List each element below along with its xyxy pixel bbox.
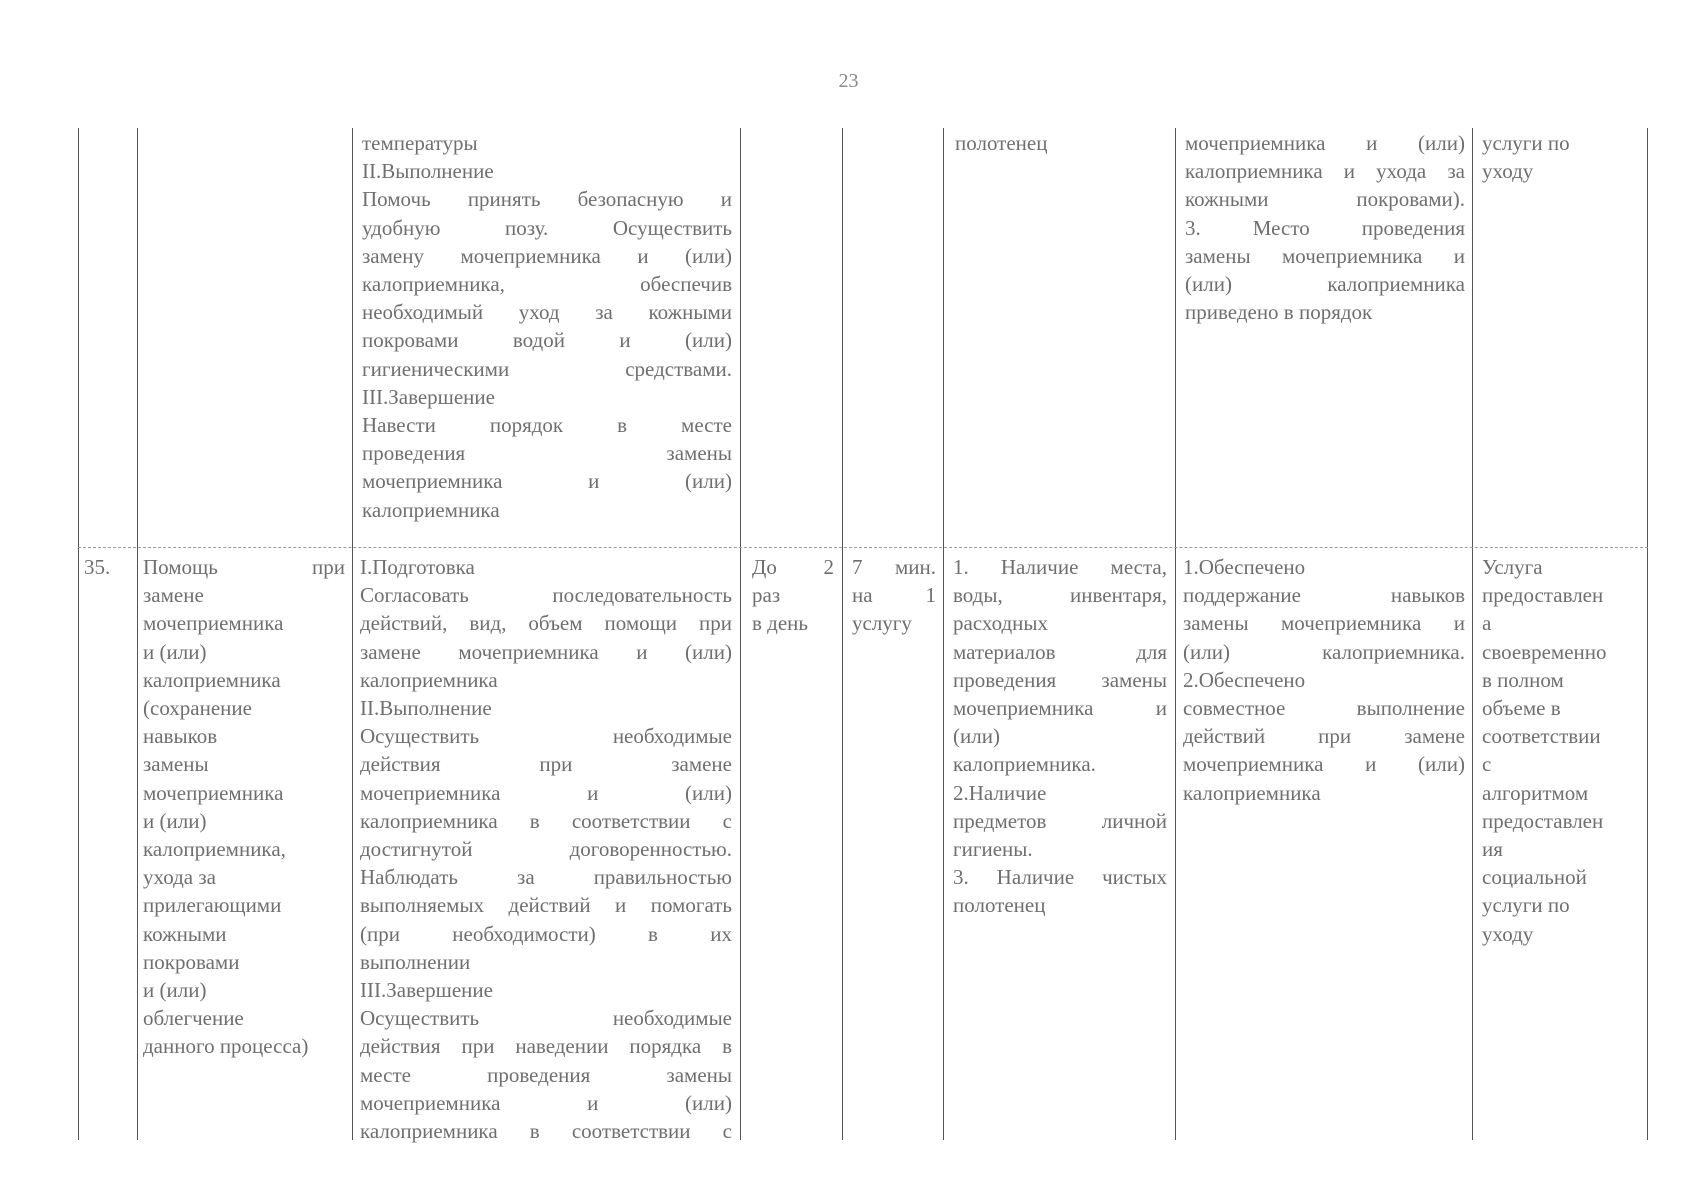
text-line: в день (752, 611, 808, 636)
text-line: калоприемника (360, 667, 498, 692)
text-line: с (1482, 752, 1492, 777)
text-line: и (или) (143, 639, 207, 664)
table-column-divider (1175, 128, 1176, 1140)
text-line: III.Завершение (360, 978, 493, 1003)
text-line: покровами водой и (или) (362, 328, 732, 353)
text-line: калоприемника (143, 667, 281, 692)
text-line: температуры (362, 131, 478, 155)
table-column-divider (842, 128, 843, 1140)
text-line: замены (143, 752, 209, 777)
text-line: мочеприемника (143, 611, 284, 636)
text-line: в полном (1482, 667, 1564, 692)
text-line: услугу (852, 611, 912, 636)
service-description-cell (360, 553, 732, 1145)
text-line: выполняемых действий и помогать (360, 893, 732, 918)
text-line: поддержание навыков (1183, 583, 1465, 608)
text-line: 7 мин. (852, 555, 936, 579)
text-line: достигнутой договоренностью. (360, 837, 732, 862)
text-line: кожными (143, 921, 227, 946)
text-line: калоприемника (1183, 780, 1321, 805)
text-line: Помощь при (143, 555, 345, 579)
text-line: 2.Обеспечено (1183, 667, 1306, 692)
text-line: Услуга (1482, 555, 1543, 579)
text-line: услуги по (1482, 131, 1570, 155)
text-line: совместное выполнение (1183, 696, 1465, 721)
text-line: замене мочеприемника и (или) (360, 639, 732, 664)
text-line: мочеприемника и (или) (360, 1090, 732, 1115)
text-line: месте проведения замены (360, 1062, 732, 1087)
table-column-divider (943, 128, 944, 1140)
text-line: замене (143, 583, 204, 608)
text-line: предоставлен (1482, 808, 1604, 833)
text-line: и (или) (143, 978, 207, 1003)
results-cell (1185, 129, 1465, 326)
text-line: замены мочеприемника и (1185, 243, 1465, 268)
text-line: объеме в (1482, 696, 1561, 721)
text-line: Помочь принять безопасную и (362, 187, 732, 212)
text-line: замену мочеприемника и (или) (362, 243, 732, 268)
table-border-right (1647, 128, 1648, 1140)
text-line: расходных (953, 611, 1048, 636)
service-description-cell (362, 129, 732, 524)
text-line: выполнении (360, 949, 471, 974)
text-line: (или) (953, 724, 1000, 749)
text-line: (или) калоприемника. (1183, 639, 1465, 664)
text-line: До 2 (752, 555, 834, 579)
text-line: (при необходимости) в их (360, 921, 732, 946)
text-line: полотенец (953, 893, 1046, 918)
text-line: Наблюдать за правильностью (360, 865, 732, 890)
text-line: мочеприемника и (или) (1185, 131, 1465, 155)
text-line: соответствии (1482, 724, 1601, 749)
text-line: 1. Наличие места, (953, 555, 1167, 579)
text-line: проведения замены (953, 667, 1167, 692)
text-line: раз (752, 583, 781, 608)
text-line: предоставлен (1482, 583, 1604, 608)
text-line: 3. Наличие чистых (953, 865, 1167, 890)
text-line: калоприемника, обеспечив (362, 272, 732, 297)
text-line: навыков (143, 724, 218, 749)
service-name-cell (143, 553, 345, 1061)
time-norm-cell (852, 553, 936, 638)
frequency-cell (752, 553, 834, 638)
text-line: удобную позу. Осуществить (362, 215, 732, 240)
text-line: действий при замене (1183, 724, 1465, 749)
text-line: калоприемника в соответствии с (360, 808, 732, 833)
text-line: материалов для (953, 639, 1167, 664)
text-line: калоприемника и ухода за (1185, 159, 1465, 184)
text-line: замены мочеприемника и (1183, 611, 1465, 636)
text-line: Навести порядок в месте (362, 413, 732, 438)
text-line: облегчение (143, 1006, 244, 1031)
text-line: на 1 (852, 583, 936, 608)
table-column-divider (740, 128, 741, 1140)
text-line: покровами (143, 949, 240, 974)
text-line: гигиеническими средствами. (362, 356, 732, 381)
conditions-cell (953, 553, 1167, 920)
text-line: гигиены. (953, 837, 1033, 862)
text-line: действия при замене (360, 752, 732, 777)
text-line: и (или) (143, 808, 207, 833)
text-line: II.Выполнение (360, 696, 492, 721)
text-line: Согласовать последовательность (360, 583, 732, 608)
text-line: 2.Наличие (953, 780, 1047, 805)
text-line: социальной (1482, 865, 1587, 890)
text-line: уходу (1482, 159, 1534, 184)
text-line: действий, вид, объем помощи при (360, 611, 732, 636)
text-line: 1.Обеспечено (1183, 555, 1306, 579)
table-column-divider (1472, 128, 1473, 1140)
text-line: мочеприемника и (или) (1183, 752, 1465, 777)
table-border-left (78, 128, 79, 1140)
text-line: прилегающими (143, 893, 282, 918)
text-line: мочеприемника и (953, 696, 1167, 721)
text-line: своевременно (1482, 639, 1607, 664)
quality-cell (1482, 553, 1642, 948)
text-line: полотенец (955, 131, 1048, 155)
text-line: уходу (1482, 921, 1534, 946)
page-number: 23 (838, 70, 859, 92)
text-line: III.Завершение (362, 384, 495, 409)
text-line: проведения замены (362, 441, 732, 466)
row-number: 35. (84, 555, 111, 579)
text-line: действия при наведении порядка в (360, 1034, 732, 1059)
text-line: мочеприемника и (или) (360, 780, 732, 805)
text-line: кожными покровами). (1185, 187, 1465, 212)
text-line: 3. Место проведения (1185, 215, 1465, 240)
text-line: предметов личной (953, 808, 1167, 833)
text-line: мочеприемника (143, 780, 284, 805)
text-line: калоприемника. (953, 752, 1096, 777)
quality-cell (1482, 129, 1640, 185)
row-divider (78, 547, 1648, 549)
text-line: алгоритмом (1482, 780, 1589, 805)
text-line: калоприемника в соответствии с (360, 1119, 732, 1144)
text-line: калоприемника, (143, 837, 286, 862)
text-line: данного процесса) (143, 1034, 309, 1059)
text-line: (или) калоприемника (1185, 272, 1465, 297)
text-line: I.Подготовка (360, 555, 475, 579)
text-line: необходимый уход за кожными (362, 300, 732, 325)
text-line: калоприемника (362, 497, 500, 522)
text-line: воды, инвентаря, (953, 583, 1167, 608)
conditions-cell (955, 129, 1167, 157)
table-column-divider (137, 128, 138, 1140)
text-line: приведено в порядок (1185, 300, 1373, 325)
text-line: (сохранение (143, 696, 252, 721)
text-line: мочеприемника и (или) (362, 469, 732, 494)
text-line: Осуществить необходимые (360, 1006, 732, 1031)
table-column-divider (352, 128, 353, 1140)
text-line: ухода за (143, 865, 216, 890)
text-line: ия (1482, 837, 1503, 862)
text-line: II.Выполнение (362, 159, 494, 184)
results-cell (1183, 553, 1465, 807)
text-line: услуги по (1482, 893, 1570, 918)
text-line: а (1482, 611, 1492, 636)
text-line: Осуществить необходимые (360, 724, 732, 749)
